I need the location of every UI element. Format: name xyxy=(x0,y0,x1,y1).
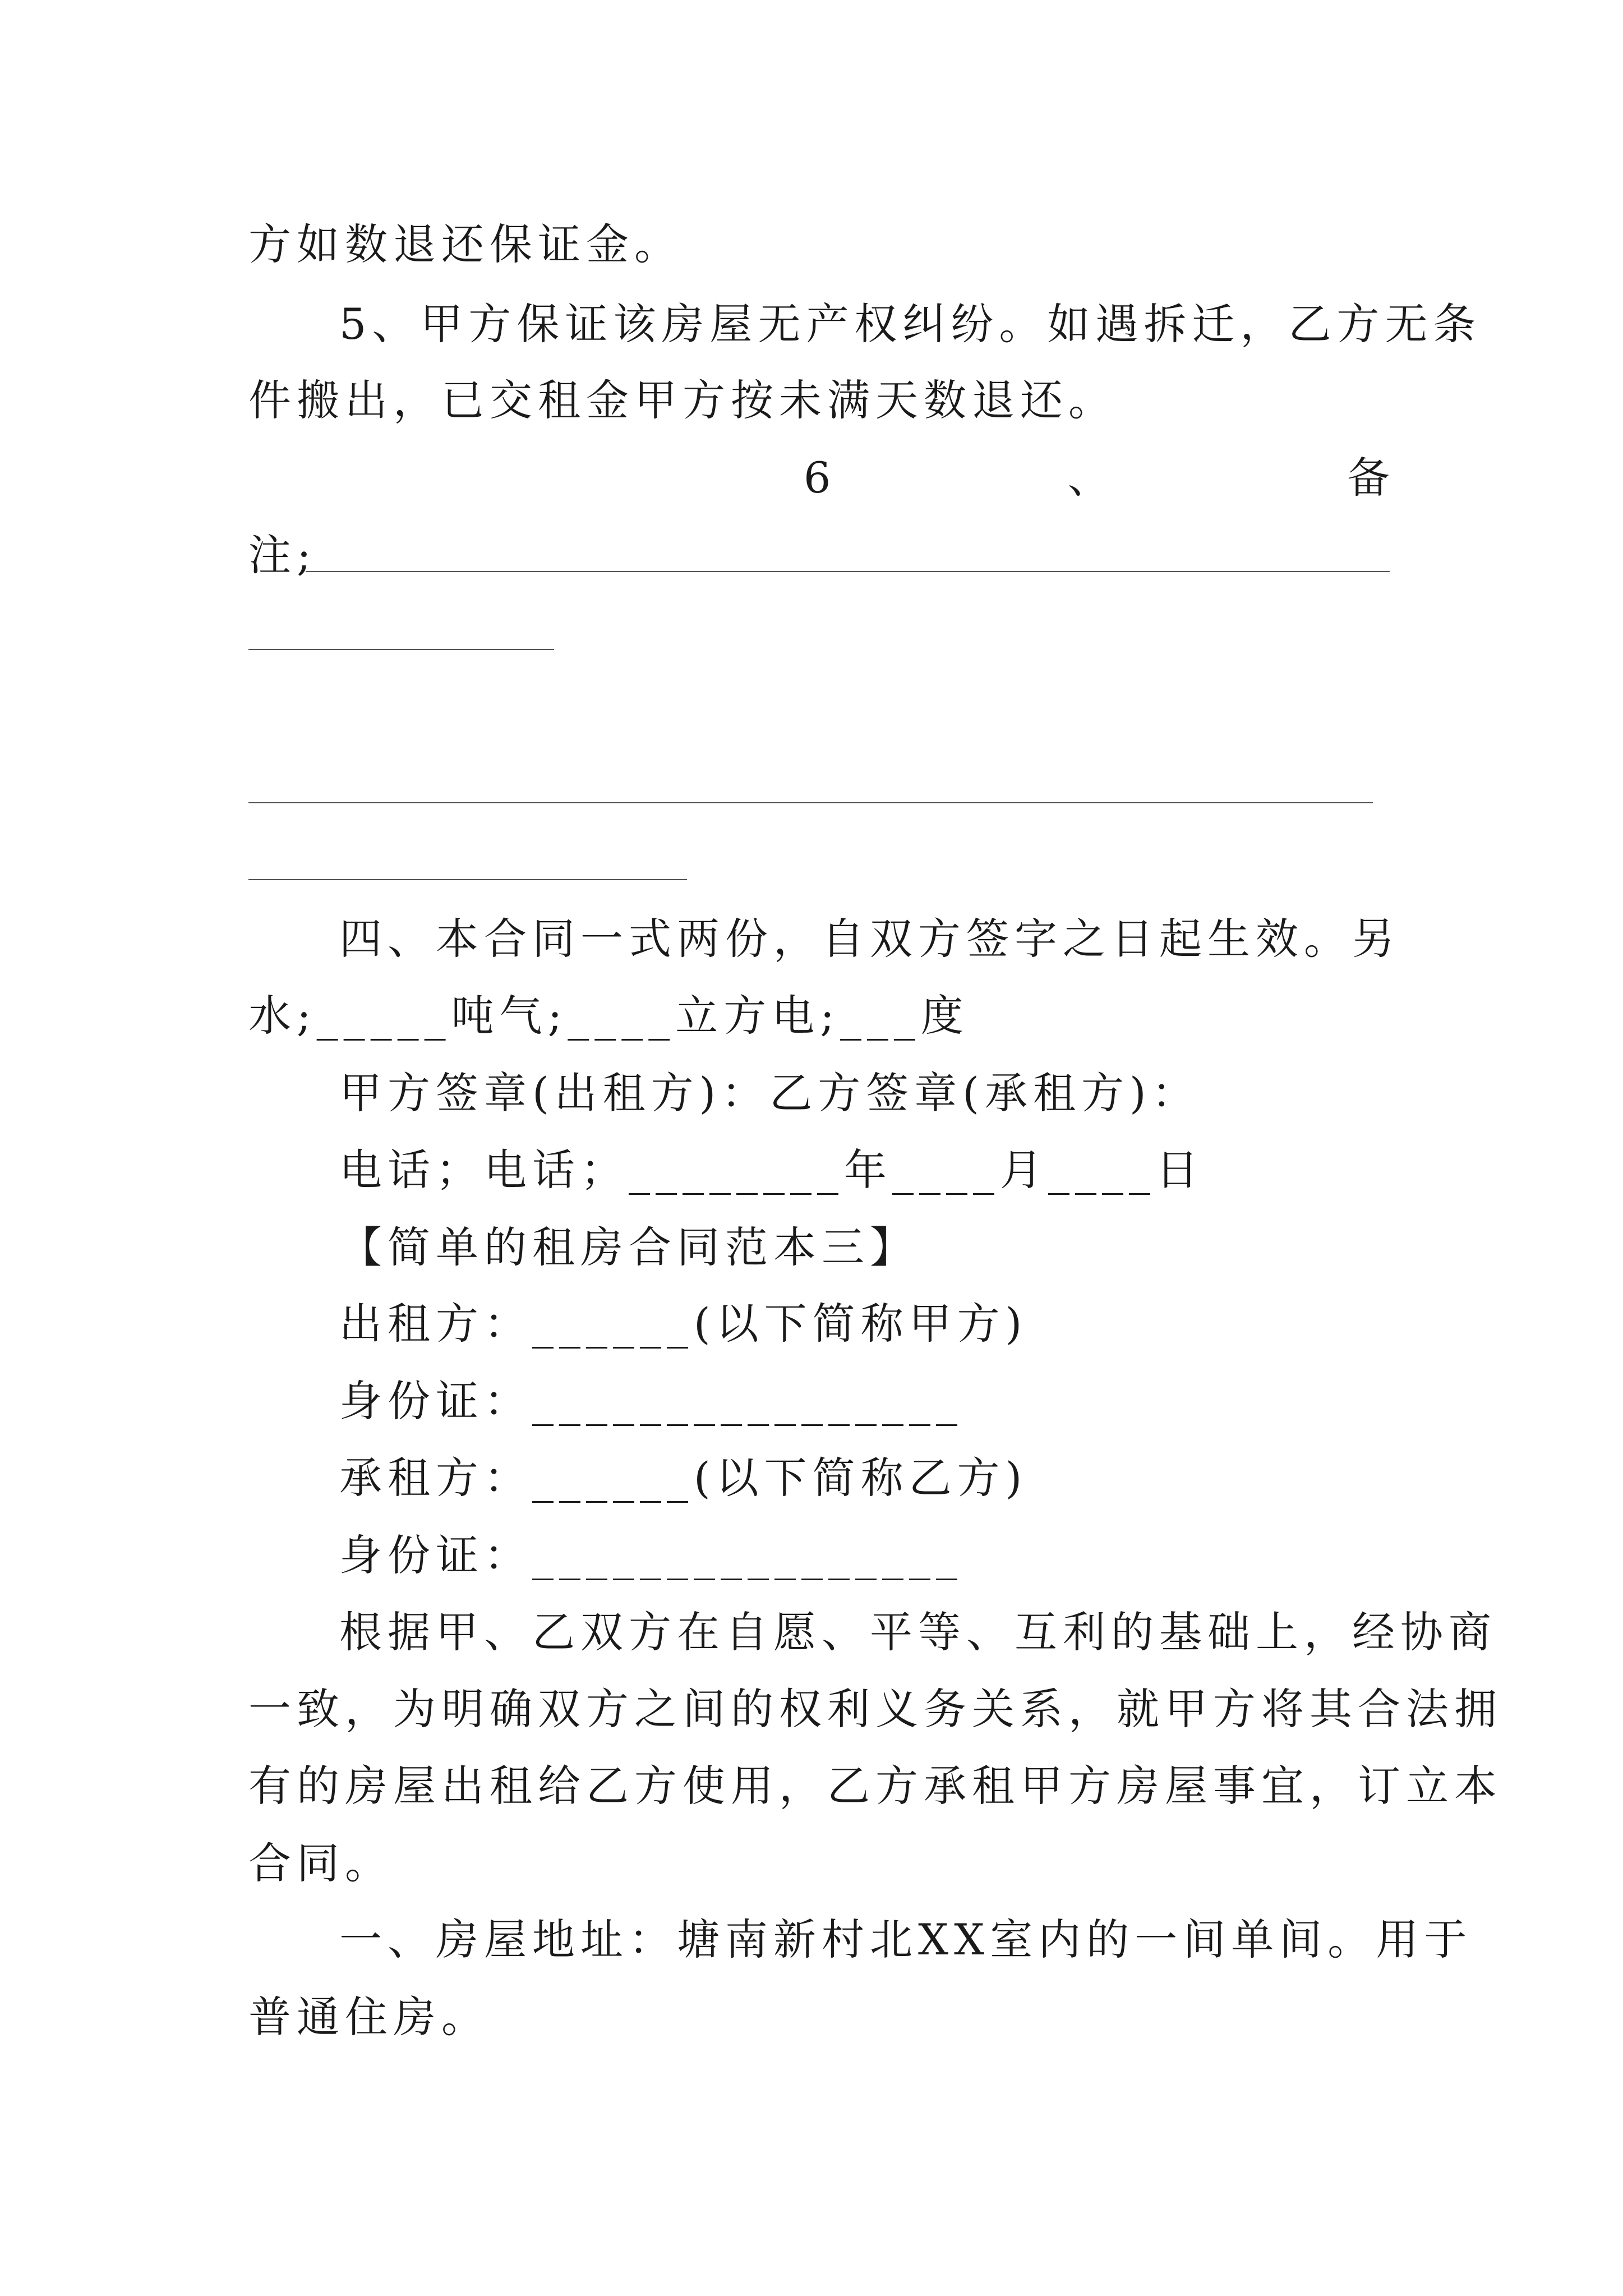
text-fragment: 备 xyxy=(1347,453,1390,503)
text-line: 一、房屋地址：塘南新村北XX室内的一间单间。用于 xyxy=(339,1915,1473,1964)
fill-in-line xyxy=(248,879,687,880)
text-line: 件搬出，已交租金甲方按未满天数退还。 xyxy=(248,375,1117,425)
remarks-label: 注; xyxy=(248,530,317,580)
text-line: 水;_____吨气;____立方电;___度 xyxy=(248,991,969,1041)
text-line: 承租方：______(以下简称乙方) xyxy=(339,1453,1028,1503)
text-line: 有的房屋出租给乙方使用，乙方承租甲方房屋事宜，订立本 xyxy=(248,1761,1502,1811)
text-line: 四、本合同一式两份，自双方签字之日起生效。另 xyxy=(339,914,1400,964)
text-line-justified xyxy=(248,453,1390,503)
text-line: 甲方签章(出租方)：乙方签章(承租方)： xyxy=(339,1068,1200,1118)
text-line: 方如数退还保证金。 xyxy=(248,219,683,269)
text-line: 出租方：______(以下简称甲方) xyxy=(339,1299,1028,1349)
text-line: 5、甲方保证该房屋无产权纠纷。如遇拆迁，乙方无条 xyxy=(339,299,1482,349)
fill-in-line xyxy=(248,649,554,650)
fill-in-line xyxy=(248,802,1373,803)
text-line: 根据甲、乙双方在自愿、平等、互利的基础上，经协商 xyxy=(339,1607,1497,1657)
text-line: 身份证：________________ xyxy=(339,1530,963,1580)
text-line: 一致，为明确双方之间的权利义务关系，就甲方将其合法拥 xyxy=(248,1684,1502,1734)
text-line: 合同。 xyxy=(248,1838,393,1888)
text-line: 电话；电话；________年____月____日 xyxy=(339,1145,1204,1195)
text-line: 普通住房。 xyxy=(248,1992,490,2042)
fill-in-line xyxy=(306,571,1390,572)
section-heading: 【简单的租房合同范本三】 xyxy=(339,1222,918,1272)
text-line: 身份证：________________ xyxy=(339,1376,963,1426)
text-fragment: 、 xyxy=(1067,453,1110,503)
text-fragment: 6 xyxy=(804,453,831,503)
